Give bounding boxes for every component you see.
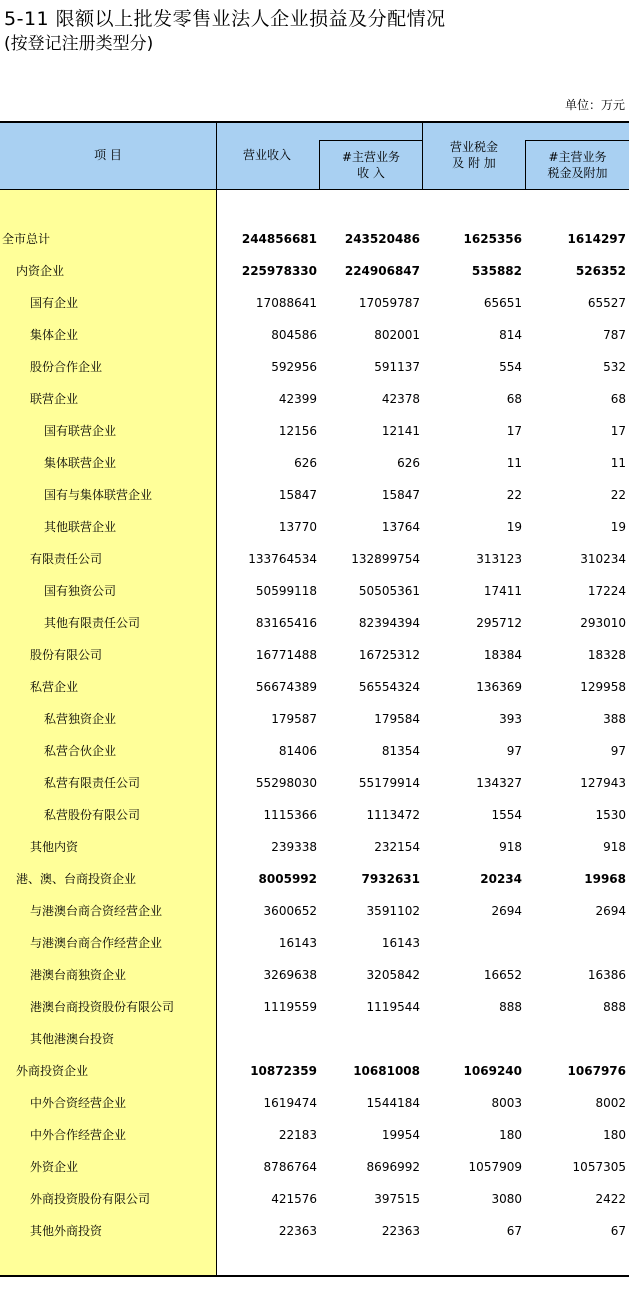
main-tax-cell: 16386 — [587, 968, 626, 982]
main-revenue-cell: 1119544 — [366, 1000, 420, 1014]
row-label: 外商投资股份有限公司 — [30, 1192, 151, 1206]
main-revenue-cell: 397515 — [374, 1192, 420, 1206]
revenue-cell: 3269638 — [263, 968, 317, 982]
revenue-cell: 421576 — [271, 1192, 317, 1206]
main-tax-cell: 180 — [603, 1128, 626, 1142]
main-tax-cell: 1057305 — [572, 1160, 626, 1174]
table-row — [0, 479, 629, 511]
main-revenue-cell: 12141 — [381, 424, 420, 438]
table-row — [0, 671, 629, 703]
revenue-cell: 626 — [294, 456, 317, 470]
main-tax-cell: 1614297 — [567, 232, 626, 246]
tax-cell: 888 — [499, 1000, 522, 1014]
table-row — [0, 1087, 629, 1119]
tax-cell: 1554 — [491, 808, 522, 822]
table-row — [0, 223, 629, 255]
row-label: 联营企业 — [30, 392, 79, 406]
row-label: 内资企业 — [16, 264, 65, 278]
table-row — [0, 319, 629, 351]
revenue-cell: 244856681 — [241, 232, 317, 246]
row-label: 其他港澳台投资 — [30, 1032, 115, 1046]
tax-cell: 97 — [506, 744, 522, 758]
table-row — [0, 991, 629, 1023]
table-row — [0, 255, 629, 287]
main-revenue-cell: 82394394 — [358, 616, 420, 630]
tax-cell: 295712 — [476, 616, 522, 630]
tax-cell: 814 — [499, 328, 522, 342]
table-row — [0, 415, 629, 447]
main-tax-cell: 17224 — [587, 584, 626, 598]
table-row — [0, 639, 629, 671]
main-revenue-cell: 232154 — [374, 840, 420, 854]
revenue-cell: 10872359 — [250, 1064, 317, 1078]
main-revenue-cell: 50505361 — [358, 584, 420, 598]
table-row — [0, 1151, 629, 1183]
revenue-cell: 239338 — [271, 840, 317, 854]
header-main-tax-line1: #主营业务 — [548, 150, 607, 164]
revenue-cell: 8786764 — [263, 1160, 317, 1174]
main-tax-cell: 526352 — [575, 264, 626, 278]
row-label: 国有与集体联营企业 — [44, 488, 153, 502]
table-row — [0, 543, 629, 575]
row-label: 私营有限责任公司 — [44, 776, 141, 790]
row-label: 私营独资企业 — [44, 712, 117, 726]
tax-cell: 1057909 — [468, 1160, 522, 1174]
main-tax-cell: 532 — [603, 360, 626, 374]
table-row — [0, 767, 629, 799]
table-row — [0, 511, 629, 543]
main-tax-cell: 787 — [603, 328, 626, 342]
row-label: 集体联营企业 — [44, 456, 117, 470]
tax-cell: 17411 — [483, 584, 522, 598]
table-bottom-rule — [0, 1275, 629, 1277]
table-row — [0, 895, 629, 927]
table-header — [0, 123, 629, 190]
revenue-cell: 225978330 — [241, 264, 317, 278]
data-table — [0, 121, 629, 1277]
revenue-cell: 1115366 — [263, 808, 317, 822]
header-revenue: 营业收入 — [242, 148, 291, 162]
table-row — [0, 575, 629, 607]
main-tax-cell: 2422 — [595, 1192, 626, 1206]
divider — [525, 140, 629, 141]
main-revenue-cell: 1544184 — [366, 1096, 420, 1110]
main-revenue-cell: 16725312 — [358, 648, 420, 662]
main-tax-cell: 293010 — [580, 616, 626, 630]
main-revenue-cell: 3205842 — [366, 968, 420, 982]
revenue-cell: 50599118 — [255, 584, 317, 598]
table-title: 5-11 限额以上批发零售业法人企业损益及分配情况 — [4, 8, 446, 30]
row-label: 港、澳、台商投资企业 — [16, 872, 137, 886]
header-main-revenue-line2: 收 入 — [357, 166, 385, 180]
revenue-cell: 83165416 — [255, 616, 317, 630]
table-row — [0, 863, 629, 895]
main-revenue-cell: 22363 — [381, 1224, 420, 1238]
table-row — [0, 1215, 629, 1247]
tax-cell: 393 — [499, 712, 522, 726]
main-revenue-cell: 179584 — [374, 712, 420, 726]
tax-cell: 313123 — [476, 552, 522, 566]
row-label: 与港澳台商合作经营企业 — [30, 936, 163, 950]
row-label: 国有联营企业 — [44, 424, 117, 438]
table-row — [0, 1183, 629, 1215]
row-label: 外资企业 — [30, 1160, 79, 1174]
revenue-cell: 804586 — [271, 328, 317, 342]
revenue-cell: 8005992 — [258, 872, 317, 886]
row-label: 私营企业 — [30, 680, 79, 694]
table-row — [0, 447, 629, 479]
revenue-cell: 592956 — [271, 360, 317, 374]
main-revenue-cell: 591137 — [374, 360, 420, 374]
main-tax-cell: 2694 — [595, 904, 626, 918]
main-tax-cell: 1067976 — [567, 1064, 626, 1078]
table-row — [0, 287, 629, 319]
revenue-cell: 3600652 — [263, 904, 317, 918]
row-label: 私营合伙企业 — [44, 744, 117, 758]
main-tax-cell: 68 — [610, 392, 626, 406]
table-row — [0, 351, 629, 383]
main-tax-cell: 67 — [610, 1224, 626, 1238]
main-revenue-cell: 13764 — [381, 520, 420, 534]
table-row — [0, 383, 629, 415]
revenue-cell: 16771488 — [255, 648, 317, 662]
main-revenue-cell: 7932631 — [361, 872, 420, 886]
main-revenue-cell: 10681008 — [353, 1064, 420, 1078]
tax-cell: 136369 — [476, 680, 522, 694]
tax-cell: 554 — [499, 360, 522, 374]
row-label: 中外合作经营企业 — [30, 1128, 127, 1142]
tax-cell: 67 — [506, 1224, 522, 1238]
revenue-cell: 179587 — [271, 712, 317, 726]
header-item: 项 目 — [94, 148, 122, 162]
revenue-cell: 55298030 — [255, 776, 317, 790]
revenue-cell: 133764534 — [248, 552, 317, 566]
table-row — [0, 735, 629, 767]
tax-cell: 20234 — [480, 872, 522, 886]
header-tax-line1: 营业税金 — [449, 140, 498, 154]
table-body — [0, 223, 629, 1247]
tax-cell: 68 — [506, 392, 522, 406]
main-tax-cell: 8002 — [595, 1096, 626, 1110]
main-revenue-cell: 8696992 — [366, 1160, 420, 1174]
header-tax-line2: 及 附 加 — [452, 156, 496, 170]
table-row — [0, 703, 629, 735]
main-revenue-cell: 42378 — [381, 392, 420, 406]
row-label: 国有独资公司 — [44, 584, 117, 598]
revenue-cell: 16143 — [278, 936, 317, 950]
main-revenue-cell: 15847 — [381, 488, 420, 502]
main-revenue-cell: 55179914 — [358, 776, 420, 790]
main-revenue-cell: 3591102 — [366, 904, 420, 918]
main-tax-cell: 19968 — [584, 872, 626, 886]
main-revenue-cell: 17059787 — [358, 296, 420, 310]
main-tax-cell: 127943 — [580, 776, 626, 790]
header-main-tax-line2: 税金及附加 — [547, 166, 608, 180]
divider — [525, 140, 526, 190]
tax-cell: 16652 — [483, 968, 522, 982]
tax-cell: 1625356 — [463, 232, 522, 246]
tax-cell: 8003 — [491, 1096, 522, 1110]
row-label: 其他内资 — [30, 840, 79, 854]
table-row — [0, 799, 629, 831]
table-row — [0, 607, 629, 639]
row-label: 股份合作企业 — [30, 360, 103, 374]
row-label: 全市总计 — [2, 232, 51, 246]
main-revenue-cell: 16143 — [381, 936, 420, 950]
main-revenue-cell: 243520486 — [344, 232, 420, 246]
tax-cell: 918 — [499, 840, 522, 854]
tax-cell: 22 — [506, 488, 522, 502]
main-revenue-cell: 56554324 — [358, 680, 420, 694]
main-tax-cell: 129958 — [580, 680, 626, 694]
main-tax-cell: 1530 — [595, 808, 626, 822]
table-row — [0, 1023, 629, 1055]
divider — [319, 140, 422, 141]
row-label: 中外合资经营企业 — [30, 1096, 127, 1110]
row-label: 有限责任公司 — [30, 552, 103, 566]
divider — [319, 140, 320, 190]
row-label: 与港澳台商合资经营企业 — [30, 904, 163, 918]
row-label: 国有企业 — [30, 296, 79, 310]
main-tax-cell: 17 — [610, 424, 626, 438]
tax-cell: 17 — [506, 424, 522, 438]
tax-cell: 180 — [499, 1128, 522, 1142]
main-tax-cell: 918 — [603, 840, 626, 854]
revenue-cell: 15847 — [278, 488, 317, 502]
row-label: 其他有限责任公司 — [44, 616, 141, 630]
main-revenue-cell: 224906847 — [344, 264, 420, 278]
table-row — [0, 831, 629, 863]
table-subtitle: (按登记注册类型分) — [4, 34, 154, 54]
row-label: 私营股份有限公司 — [44, 808, 141, 822]
main-tax-cell: 888 — [603, 1000, 626, 1014]
revenue-cell: 22183 — [278, 1128, 317, 1142]
main-revenue-cell: 1113472 — [366, 808, 420, 822]
row-label: 外商投资企业 — [16, 1064, 89, 1078]
main-tax-cell: 19 — [610, 520, 626, 534]
tax-cell: 2694 — [491, 904, 522, 918]
tax-cell: 65651 — [483, 296, 522, 310]
main-tax-cell: 22 — [610, 488, 626, 502]
tax-cell: 535882 — [471, 264, 522, 278]
revenue-cell: 1119559 — [263, 1000, 317, 1014]
revenue-cell: 17088641 — [255, 296, 317, 310]
table-top-rule — [0, 121, 629, 123]
row-label: 其他联营企业 — [44, 520, 117, 534]
revenue-cell: 22363 — [278, 1224, 317, 1238]
table-row — [0, 1055, 629, 1087]
main-tax-cell: 388 — [603, 712, 626, 726]
main-tax-cell: 18328 — [587, 648, 626, 662]
revenue-cell: 81406 — [278, 744, 317, 758]
main-tax-cell: 65527 — [587, 296, 626, 310]
tax-cell: 134327 — [476, 776, 522, 790]
main-revenue-cell: 802001 — [374, 328, 420, 342]
main-tax-cell: 97 — [610, 744, 626, 758]
main-tax-cell: 11 — [610, 456, 626, 470]
row-label: 港澳台商独资企业 — [30, 968, 127, 982]
revenue-cell: 12156 — [278, 424, 317, 438]
main-tax-cell: 310234 — [580, 552, 626, 566]
table-row — [0, 959, 629, 991]
tax-cell: 1069240 — [463, 1064, 522, 1078]
tax-cell: 19 — [506, 520, 522, 534]
tax-cell: 3080 — [491, 1192, 522, 1206]
unit-label: 单位：万元 — [564, 98, 625, 112]
revenue-cell: 56674389 — [255, 680, 317, 694]
main-revenue-cell: 626 — [397, 456, 420, 470]
table-row — [0, 1119, 629, 1151]
divider — [422, 121, 423, 190]
main-revenue-cell: 19954 — [381, 1128, 420, 1142]
header-main-revenue-line1: #主营业务 — [341, 150, 401, 164]
table-row — [0, 927, 629, 959]
main-revenue-cell: 81354 — [381, 744, 420, 758]
main-revenue-cell: 132899754 — [351, 552, 420, 566]
revenue-cell: 1619474 — [263, 1096, 317, 1110]
revenue-cell: 13770 — [278, 520, 317, 534]
row-label: 其他外商投资 — [30, 1224, 103, 1238]
tax-cell: 11 — [506, 456, 522, 470]
row-label: 集体企业 — [30, 328, 79, 342]
tax-cell: 18384 — [483, 648, 522, 662]
row-label: 港澳台商投资股份有限公司 — [30, 1000, 175, 1014]
row-label: 股份有限公司 — [30, 648, 103, 662]
revenue-cell: 42399 — [278, 392, 317, 406]
